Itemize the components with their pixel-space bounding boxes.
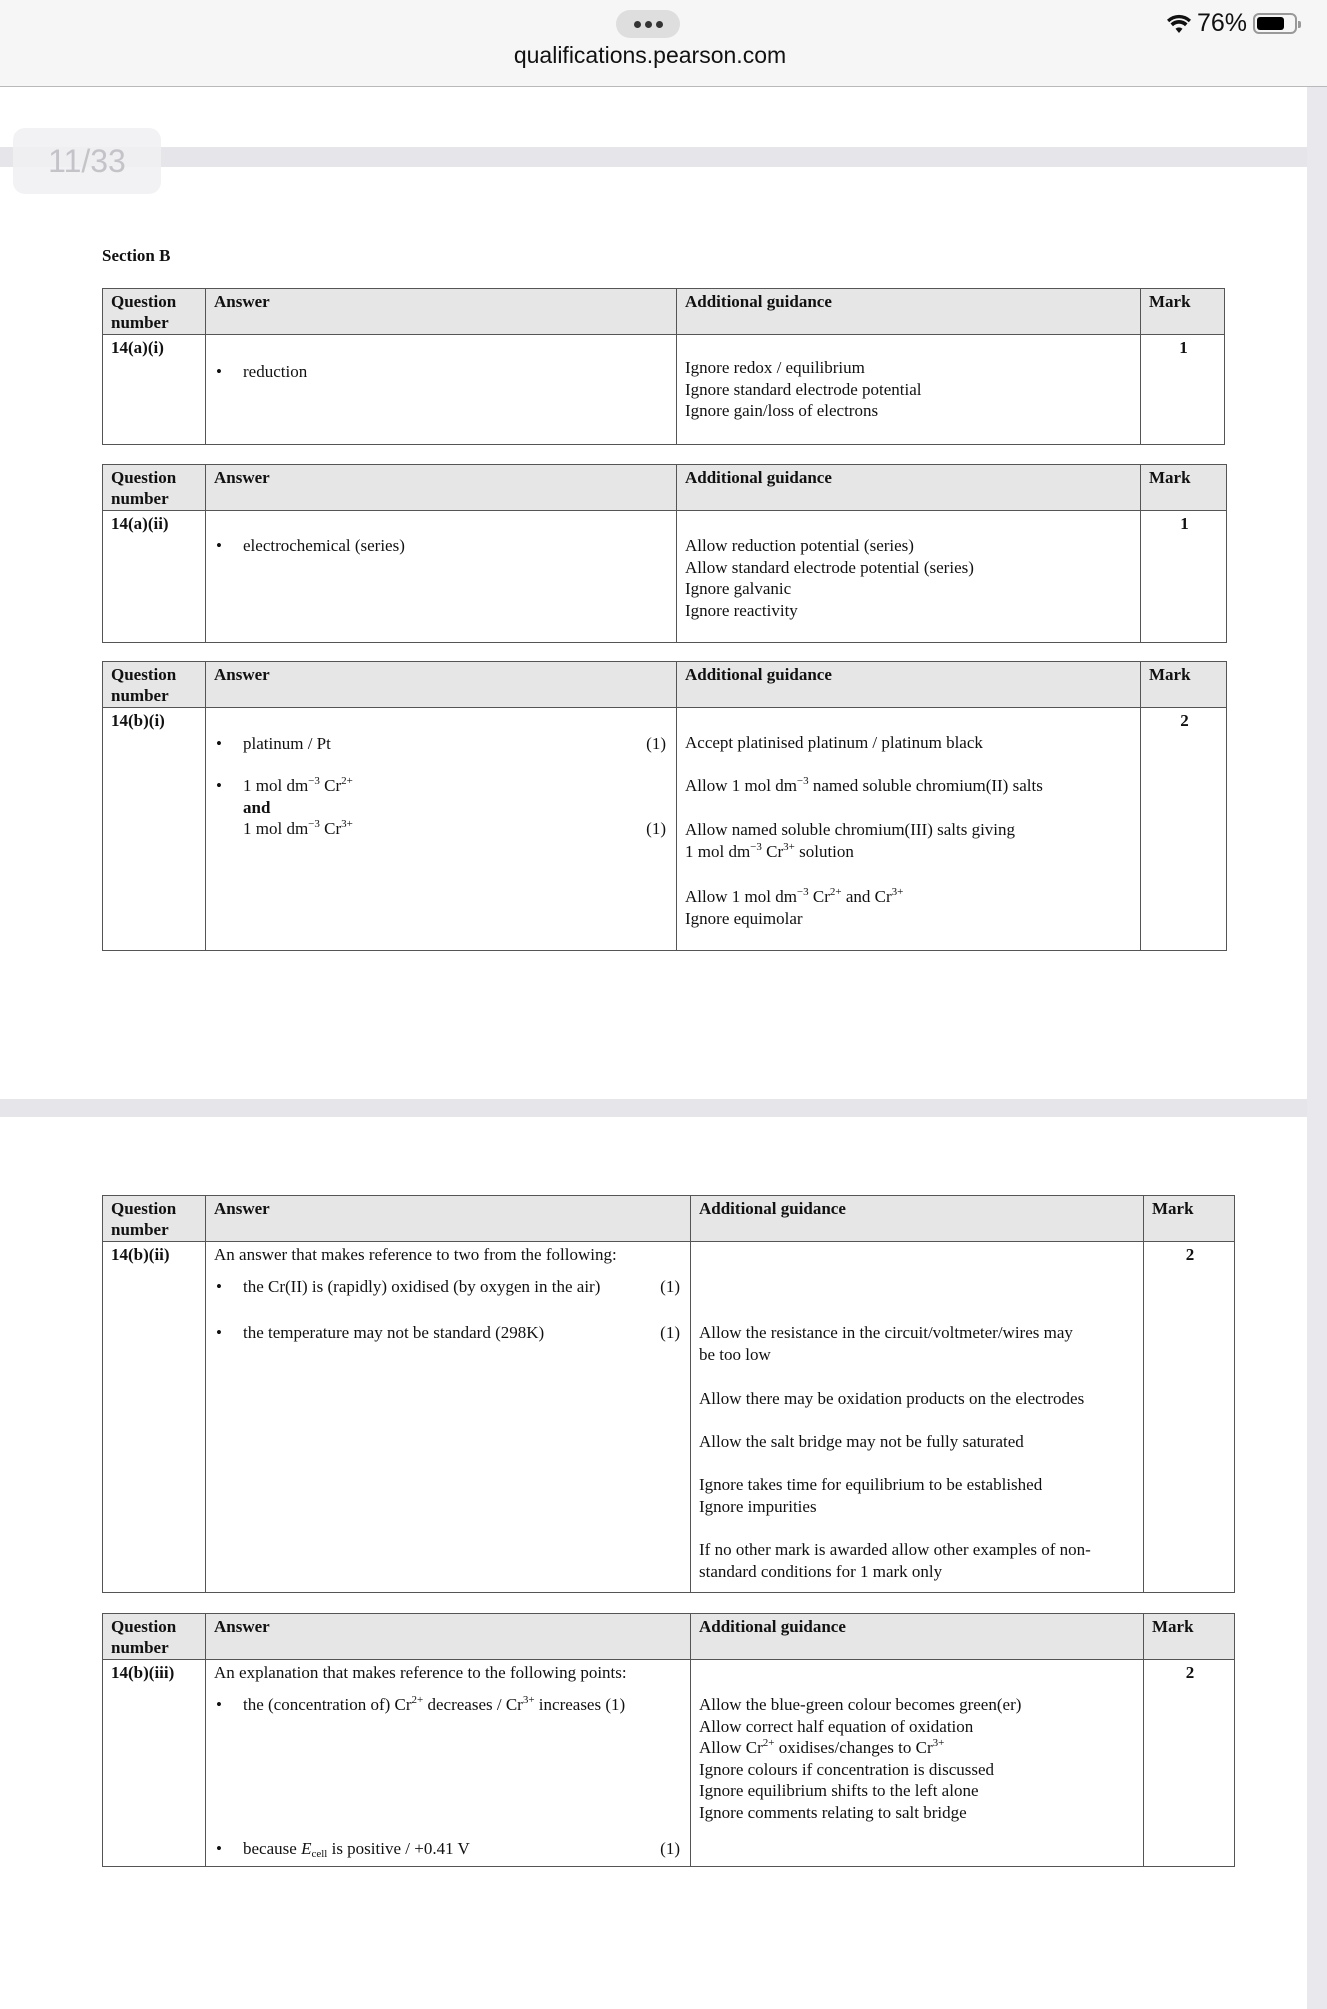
text-line [243, 1838, 678, 1860]
header-mark [1141, 465, 1228, 510]
header-question-number [103, 465, 206, 510]
text-segment: Ignore equimolar [685, 908, 803, 928]
bullet-icon: • [216, 1323, 222, 1342]
text-segment: Cr [319, 776, 342, 795]
answer-cell [206, 1242, 691, 1592]
text-line [685, 886, 1132, 908]
table-header-row [103, 1196, 1234, 1242]
text-segment: Ignore standard electrode potential [685, 379, 922, 399]
text-line [243, 1276, 678, 1298]
mark-value: 2 [1180, 711, 1189, 730]
answer-cell [206, 708, 677, 950]
header-label: Question [111, 468, 177, 487]
table-header-row [103, 465, 1226, 511]
text-line [685, 775, 1132, 797]
bullet-icon: • [216, 362, 222, 381]
text-segment: Allow named soluble chromium(III) salts giving [685, 820, 1016, 839]
text-segment: Allow there may be oxidation products on the electrodes [699, 1389, 1085, 1408]
header-label: Answer [214, 1199, 270, 1218]
table-header-row [103, 662, 1226, 708]
mark-scheme-table [102, 464, 1227, 643]
text-line [699, 1802, 1135, 1824]
header-label: Question [111, 1617, 177, 1636]
text-line [243, 1322, 678, 1344]
bullet-icon: • [216, 734, 222, 753]
header-label: Question [111, 665, 177, 684]
text-segment: standard conditions for 1 mark only [699, 1561, 943, 1581]
point-mark: (1) [646, 734, 666, 753]
header-question-number [103, 1196, 206, 1241]
answer-bullet-point [206, 1322, 690, 1344]
guidance-note [677, 732, 1140, 754]
guidance-note [677, 535, 1140, 621]
mark-cell [1144, 1660, 1236, 1866]
superscript: −3 [796, 886, 809, 898]
question-number: 14(a)(i) [111, 338, 164, 357]
point-mark: (1) [646, 819, 666, 838]
text-segment: Allow 1 mol dm [685, 776, 797, 795]
question-number: 14(b)(iii) [111, 1663, 175, 1682]
text-segment: Allow Cr [699, 1738, 763, 1757]
text-line [699, 1759, 1135, 1781]
guidance-note [691, 1431, 1143, 1453]
guidance-note [691, 1539, 1143, 1582]
answer-cell [206, 1660, 691, 1866]
header-label: Additional guidance [685, 292, 832, 311]
pdf-page-previous [0, 87, 1307, 147]
header-label: number [111, 1220, 169, 1239]
answer-bullet-point [206, 361, 676, 383]
mark-cell [1141, 335, 1226, 444]
superscript: 3+ [522, 1694, 535, 1706]
battery-percent: 76% [1196, 9, 1247, 37]
text-segment: Ignore gain/loss of electrons [685, 401, 879, 420]
text-segment: decreases / Cr [423, 1695, 523, 1714]
text-segment: 1 mol dm [243, 819, 309, 838]
text-line [243, 775, 664, 797]
text-segment: If no other mark is awarded allow other examples of non- [699, 1540, 1091, 1559]
text-line [699, 1431, 1135, 1453]
text-segment: reduction [243, 362, 308, 381]
text-line [685, 535, 1132, 557]
text-line [685, 400, 1132, 422]
guidance-cell [691, 1242, 1144, 1592]
bullet-icon: • [216, 1695, 222, 1714]
header-mark [1141, 289, 1226, 334]
table-row [103, 708, 1226, 950]
text-segment: oxidises/changes to Cr [774, 1738, 933, 1757]
question-number: 14(b)(ii) [111, 1245, 170, 1264]
text-segment: Ignore comments relating to salt bridge [699, 1802, 967, 1822]
header-additional-guidance [677, 662, 1141, 707]
text-segment: the Cr(II) is (rapidly) oxidised (by oxygen in the air) [243, 1277, 601, 1296]
guidance-note [691, 1388, 1143, 1410]
text-segment: An explanation that makes reference to the following points: [214, 1663, 627, 1682]
bullet-icon: • [216, 776, 222, 795]
header-additional-guidance [677, 465, 1141, 510]
text-line [699, 1561, 1135, 1583]
text-segment: Ignore takes time for equilibrium to be established [699, 1475, 1043, 1494]
text-segment: Allow standard electrode potential (series) [685, 557, 974, 577]
text-line [685, 357, 1132, 379]
text-segment: Cr [319, 819, 342, 838]
header-label: Question [111, 1199, 177, 1218]
bullet-icon: • [216, 1839, 222, 1858]
header-label: Mark [1149, 665, 1191, 684]
superscript: 3+ [932, 1737, 945, 1749]
superscript: 3+ [783, 840, 795, 853]
header-label: Mark [1152, 1199, 1194, 1218]
answer-intro [206, 1244, 690, 1266]
table-row [103, 1660, 1234, 1866]
text-segment: Allow the salt bridge may not be fully saturated [699, 1432, 1024, 1451]
text-line [685, 600, 1132, 622]
guidance-note [691, 1322, 1143, 1365]
superscript: 3+ [341, 818, 353, 830]
text-segment: because [243, 1839, 302, 1858]
wifi-icon [1167, 14, 1191, 34]
header-label: Additional guidance [685, 665, 832, 684]
text-line [685, 379, 1132, 401]
text-line [685, 578, 1132, 600]
guidance-cell [677, 708, 1141, 950]
text-line [685, 908, 1132, 930]
header-answer [206, 465, 677, 510]
point-mark: (1) [660, 1277, 680, 1296]
url-display[interactable]: qualifications.pearson.com [513, 42, 787, 68]
text-line [699, 1694, 1135, 1716]
text-segment: electrochemical (series) [243, 536, 405, 555]
answer-bullet-point [206, 1838, 690, 1860]
text-segment: 1 mol dm [685, 841, 751, 861]
text-segment: Ignore equilibrium shifts to the left alone [699, 1781, 979, 1800]
text-line [685, 819, 1132, 841]
superscript: −3 [308, 818, 320, 830]
mark-scheme-table [102, 1195, 1235, 1593]
header-label: Answer [214, 1617, 270, 1636]
mark-scheme-table [102, 661, 1227, 951]
text-line [243, 733, 664, 755]
status-bar [1167, 9, 1297, 38]
header-label: Additional guidance [699, 1617, 846, 1636]
header-answer [206, 289, 677, 334]
text-line [699, 1388, 1135, 1410]
header-label: Mark [1149, 468, 1191, 487]
text-line [685, 732, 1132, 754]
text-segment: Allow the blue-green colour becomes green(er) [699, 1695, 1022, 1714]
guidance-cell [677, 511, 1141, 642]
text-segment: 1 mol dm [243, 776, 309, 795]
text-segment: platinum / Pt [243, 734, 331, 753]
text-segment: Allow the resistance in the circuit/voltmeter/wires may [699, 1323, 1073, 1342]
scroll-track[interactable] [1307, 86, 1327, 2009]
header-question-number [103, 662, 206, 707]
text-line [699, 1474, 1135, 1496]
header-answer [206, 662, 677, 707]
answer-cell [206, 335, 677, 444]
text-segment: Allow 1 mol dm [685, 887, 797, 906]
mark-value: 1 [1179, 338, 1188, 357]
superscript: 2+ [411, 1694, 424, 1706]
section-title: Section B [102, 246, 171, 265]
text-segment: Ignore reactivity [685, 600, 798, 620]
question-number: 14(a)(ii) [111, 514, 169, 533]
text-line [699, 1780, 1135, 1802]
header-label: Answer [214, 468, 270, 487]
header-label: Mark [1149, 292, 1191, 311]
text-segment: solution [794, 841, 854, 861]
browser-toolbar [0, 0, 1327, 87]
text-segment: An answer that makes reference to two from the following: [214, 1245, 617, 1264]
guidance-cell [691, 1660, 1144, 1866]
text-line [243, 797, 664, 819]
question-number-cell [103, 511, 206, 642]
mark-cell [1141, 511, 1228, 642]
header-additional-guidance [691, 1196, 1144, 1241]
mark-scheme-table [102, 1613, 1235, 1867]
text-line [243, 818, 664, 840]
text-segment: named soluble chromium(II) salts [808, 776, 1043, 795]
text-line [243, 361, 664, 383]
header-additional-guidance [677, 289, 1141, 334]
question-number-cell [103, 1660, 206, 1866]
text-segment: increases (1) [534, 1695, 626, 1714]
answer-cell [206, 511, 677, 642]
text-segment: Cr [761, 841, 784, 861]
mark-cell [1141, 708, 1228, 950]
text-line [243, 1694, 678, 1716]
header-label: number [111, 489, 169, 508]
text-segment: the (concentration of) Cr [243, 1695, 412, 1714]
answer-bullet-point [206, 1694, 690, 1716]
mark-value: 2 [1185, 1245, 1195, 1264]
battery-icon [1253, 13, 1297, 34]
superscript: 2+ [829, 886, 842, 898]
italic-text: E [301, 1839, 312, 1858]
question-number: 14(b)(i) [111, 711, 165, 730]
superscript: −3 [796, 775, 809, 787]
answer-bullet-point [206, 535, 676, 557]
page-indicator: 11/33 [13, 128, 161, 194]
header-label: number [111, 1638, 169, 1657]
question-number-cell [103, 708, 206, 950]
answer-bullet-point [206, 775, 676, 840]
text-segment: Accept platinised platinum / platinum black [685, 733, 983, 752]
header-label: number [111, 313, 169, 332]
guidance-cell [677, 335, 1141, 444]
point-mark: (1) [660, 1839, 680, 1858]
text-line [685, 841, 1132, 863]
header-label: number [111, 686, 169, 705]
header-label: Additional guidance [699, 1199, 846, 1218]
text-segment: be too low [699, 1344, 771, 1364]
header-label: Question [111, 292, 177, 311]
guidance-note [677, 775, 1140, 797]
text-line [699, 1737, 1135, 1759]
text-line [699, 1539, 1135, 1561]
header-question-number [103, 289, 206, 334]
more-options-button[interactable] [616, 10, 680, 38]
answer-intro [206, 1662, 690, 1684]
header-answer [206, 1196, 691, 1241]
text-line [699, 1322, 1135, 1344]
mark-value: 2 [1185, 1663, 1195, 1682]
mark-cell [1144, 1242, 1236, 1592]
header-mark [1141, 662, 1228, 707]
guidance-note [677, 357, 1140, 422]
header-label: Mark [1152, 1617, 1194, 1636]
text-line [243, 535, 664, 557]
header-mark [1144, 1614, 1236, 1659]
text-line [699, 1716, 1135, 1738]
bullet-icon: • [216, 536, 222, 555]
guidance-note [677, 819, 1140, 862]
header-additional-guidance [691, 1614, 1144, 1659]
point-mark: (1) [660, 1323, 680, 1342]
header-label: Answer [214, 292, 270, 311]
header-answer [206, 1614, 691, 1659]
table-row [103, 1242, 1234, 1592]
text-segment: Ignore redox / equilibrium [685, 358, 865, 377]
mark-scheme-table [102, 288, 1225, 445]
guidance-note [677, 886, 1140, 929]
text-segment: Ignore galvanic [685, 579, 792, 598]
table-header-row [103, 289, 1224, 335]
superscript: 2+ [341, 775, 353, 787]
header-label: Additional guidance [685, 468, 832, 487]
header-label: Answer [214, 665, 270, 684]
text-line [214, 1662, 678, 1684]
header-mark [1144, 1196, 1236, 1241]
text-line [685, 557, 1132, 579]
text-segment: Allow correct half equation of oxidation [699, 1716, 974, 1736]
table-row [103, 511, 1226, 642]
question-number-cell [103, 1242, 206, 1592]
text-line [699, 1344, 1135, 1366]
text-segment: is positive / +0.41 V [327, 1839, 470, 1858]
superscript: −3 [750, 840, 762, 853]
text-segment: the temperature may not be standard (298K) [243, 1323, 545, 1342]
superscript: 2+ [762, 1737, 775, 1749]
text-segment: Cr [808, 887, 830, 906]
question-number-cell [103, 335, 206, 444]
answer-bullet-point [206, 1276, 690, 1298]
answer-bullet-point [206, 733, 676, 755]
text-segment: Ignore colours if concentration is discussed [699, 1759, 995, 1779]
text-segment: Allow reduction potential (series) [685, 536, 914, 555]
table-header-row [103, 1614, 1234, 1660]
text-segment: Ignore impurities [699, 1496, 817, 1516]
superscript: −3 [308, 775, 320, 787]
guidance-note [691, 1694, 1143, 1823]
text-line [699, 1496, 1135, 1518]
table-row [103, 335, 1224, 444]
header-question-number [103, 1614, 206, 1659]
superscript: 3+ [891, 886, 904, 898]
mark-value: 1 [1180, 514, 1189, 533]
subscript: cell [311, 1848, 328, 1860]
bold-text: and [243, 797, 271, 817]
text-segment: and Cr [841, 887, 892, 906]
guidance-note [691, 1474, 1143, 1517]
text-line [214, 1244, 678, 1266]
bullet-icon: • [216, 1277, 222, 1296]
